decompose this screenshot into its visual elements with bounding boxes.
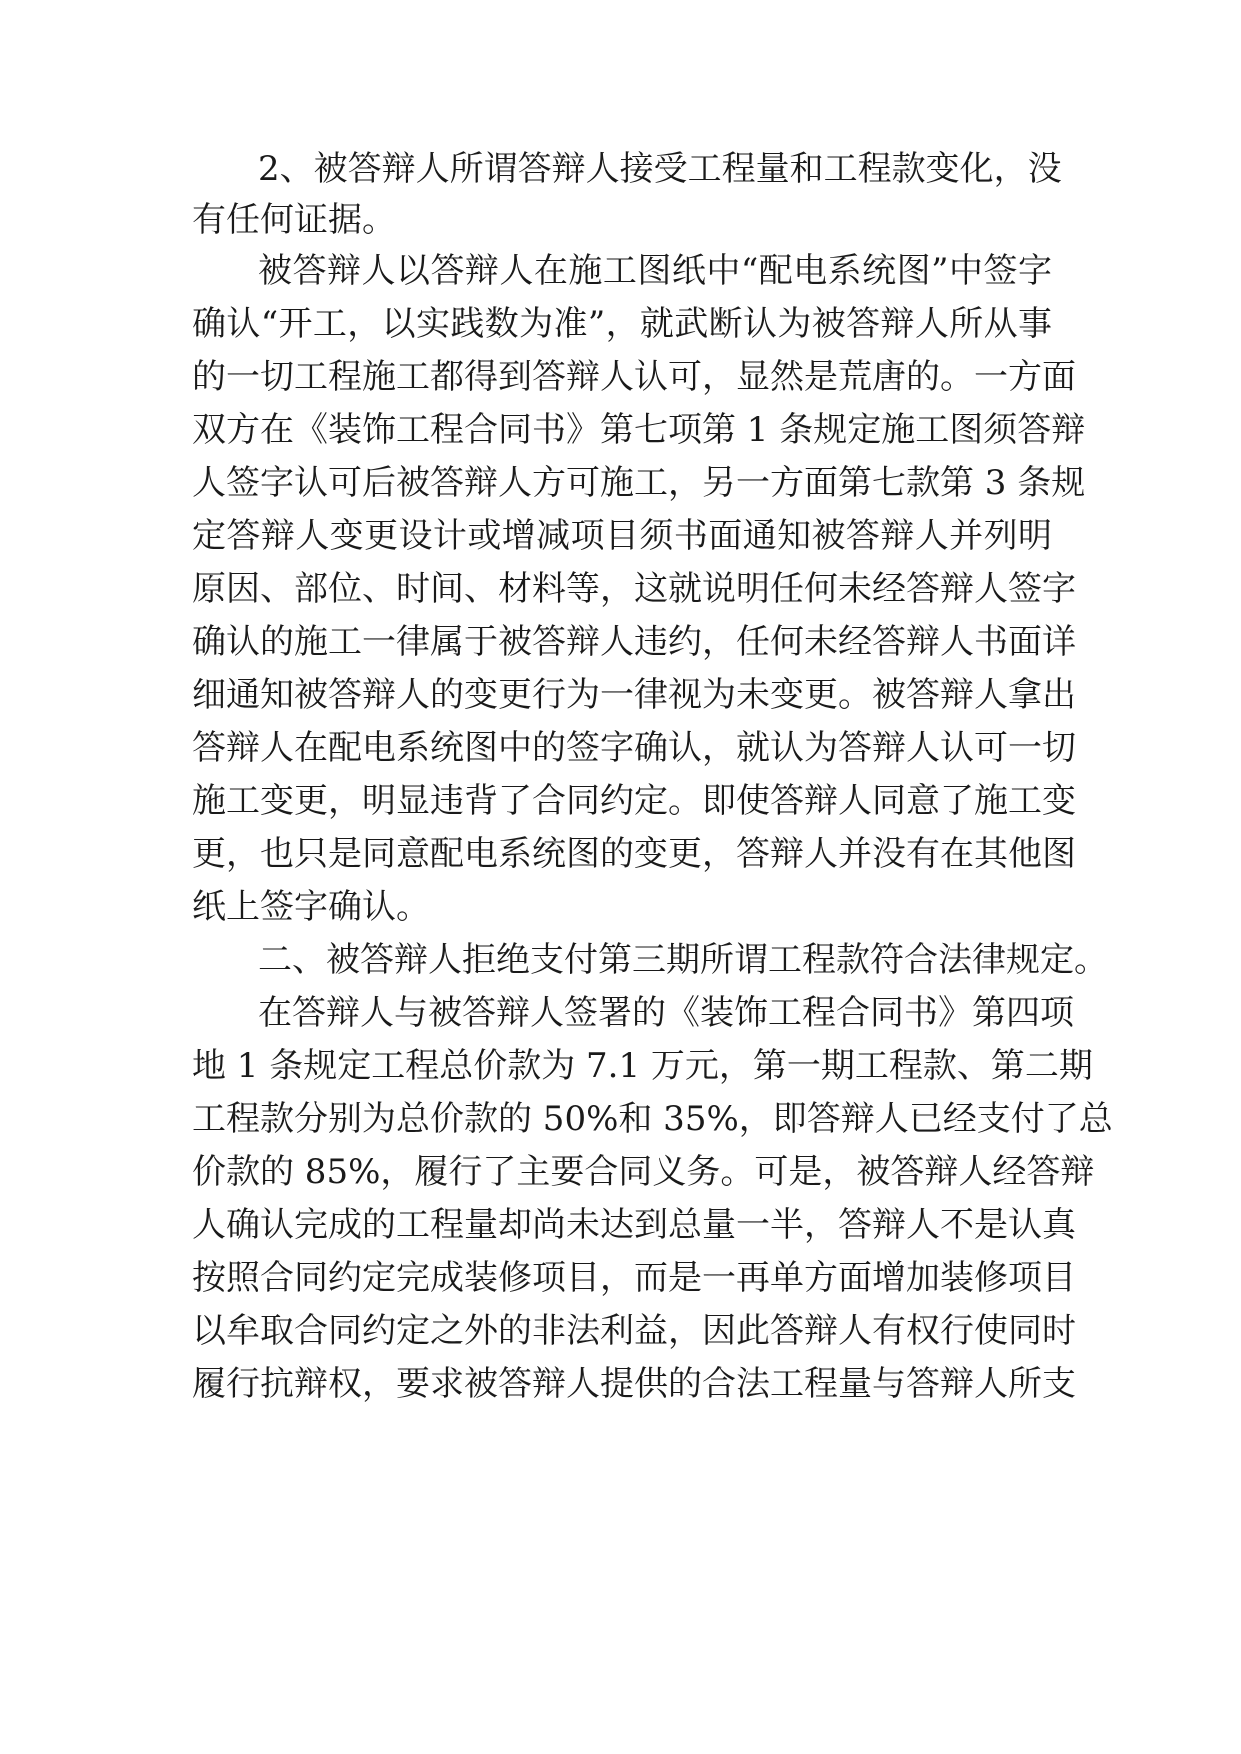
text-line: 双方在《装饰工程合同书》第七项第 1 条规定施工图须答辩 (192, 410, 1086, 450)
text-line: 价款的 85%，履行了主要合同义务。可是，被答辩人经答辩 (192, 1152, 1095, 1192)
text-line: 被答辩人以答辩人在施工图纸中“配电系统图”中签字 (258, 251, 1052, 291)
text-line: 以牟取合同约定之外的非法利益，因此答辩人有权行使同时 (192, 1311, 1076, 1351)
section-heading: 二、被答辩人拒绝支付第三期所谓工程款符合法律规定。 (258, 940, 1108, 980)
text-line: 履行抗辩权，要求被答辩人提供的合法工程量与答辩人所支 (192, 1364, 1076, 1404)
text-line: 施工变更，明显违背了合同约定。即使答辩人同意了施工变 (192, 781, 1076, 821)
text-line: 人签字认可后被答辩人方可施工，另一方面第七款第 3 条规 (192, 463, 1086, 503)
text-line: 在答辩人与被答辩人签署的《装饰工程合同书》第四项 (258, 993, 1074, 1033)
text-line: 按照合同约定完成装修项目，而是一再单方面增加装修项目 (192, 1258, 1076, 1298)
text-line: 工程款分别为总价款的 50%和 35%，即答辩人已经支付了总 (192, 1099, 1113, 1139)
text-line: 确认的施工一律属于被答辩人违约，任何未经答辩人书面详 (192, 622, 1076, 662)
text-line: 更，也只是同意配电系统图的变更，答辩人并没有在其他图 (192, 834, 1076, 874)
text-line: 2、被答辩人所谓答辩人接受工程量和工程款变化，没 (258, 149, 1062, 189)
text-line: 细通知被答辩人的变更行为一律视为未变更。被答辩人拿出 (192, 675, 1076, 715)
text-line: 人确认完成的工程量却尚未达到总量一半，答辩人不是认真 (192, 1205, 1076, 1245)
text-line: 答辩人在配电系统图中的签字确认，就认为答辩人认可一切 (192, 728, 1076, 768)
text-line: 地 1 条规定工程总价款为 7.1 万元，第一期工程款、第二期 (192, 1046, 1093, 1086)
text-line: 的一切工程施工都得到答辩人认可，显然是荒唐的。一方面 (192, 357, 1076, 397)
text-line: 确认“开工，以实践数为准”，就武断认为被答辩人所从事 (192, 304, 1052, 344)
text-line: 定答辩人变更设计或增减项目须书面通知被答辩人并列明 (192, 516, 1052, 556)
text-line: 原因、部位、时间、材料等，这就说明任何未经答辩人签字 (192, 569, 1076, 609)
text-line: 纸上签字确认。 (192, 887, 430, 927)
text-line: 有任何证据。 (192, 200, 396, 240)
